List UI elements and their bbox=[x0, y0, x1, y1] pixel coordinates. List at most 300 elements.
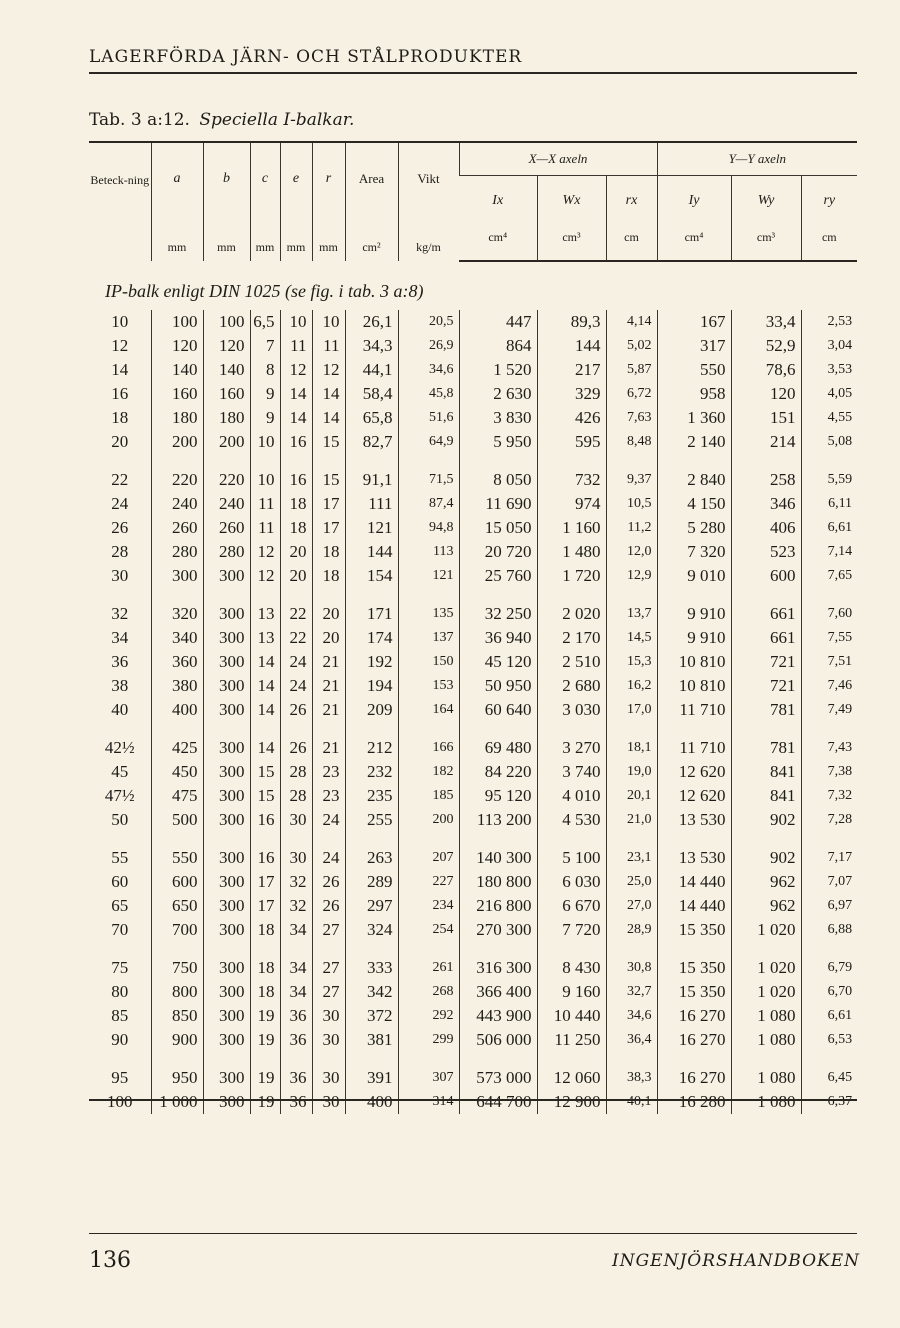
table-cell: 300 bbox=[203, 980, 250, 1004]
table-cell: 9 bbox=[250, 382, 280, 406]
spacer-cell bbox=[151, 454, 203, 468]
table-cell: 261 bbox=[398, 956, 459, 980]
table-cell: 30 bbox=[280, 808, 312, 832]
table-cell: 3 270 bbox=[537, 736, 606, 760]
table-cell: 10 bbox=[250, 430, 280, 454]
table-cell: 153 bbox=[398, 674, 459, 698]
table-cell: 10 bbox=[312, 310, 345, 334]
spacer-cell bbox=[731, 942, 801, 956]
table-cell: 7 bbox=[250, 334, 280, 358]
table-cell: 6,37 bbox=[801, 1090, 857, 1114]
table-cell: 300 bbox=[203, 846, 250, 870]
table-cell: 721 bbox=[731, 674, 801, 698]
table-cell: 17 bbox=[250, 894, 280, 918]
col-e-unit: mm bbox=[286, 240, 306, 254]
spacer-cell bbox=[203, 454, 250, 468]
table-cell: 27 bbox=[312, 980, 345, 1004]
table-cell: 6 030 bbox=[537, 870, 606, 894]
table-cell: 216 800 bbox=[459, 894, 537, 918]
col-r bbox=[312, 143, 345, 261]
table-cell: 426 bbox=[537, 406, 606, 430]
table-cell: 140 bbox=[203, 358, 250, 382]
table-cell: 270 300 bbox=[459, 918, 537, 942]
table-cell: 841 bbox=[731, 760, 801, 784]
table-cell: 406 bbox=[731, 516, 801, 540]
col-rx bbox=[606, 176, 657, 262]
table-cell: 240 bbox=[203, 492, 250, 516]
table-cell: 84 220 bbox=[459, 760, 537, 784]
table-cell: 23 bbox=[312, 784, 345, 808]
table-cell: 12 bbox=[280, 358, 312, 382]
table-cell: 16 bbox=[250, 808, 280, 832]
table-cell: 95 bbox=[111, 1068, 129, 1087]
table-cell: 958 bbox=[657, 382, 731, 406]
table-cell: 91,1 bbox=[345, 468, 398, 492]
table-row bbox=[89, 382, 857, 406]
table-cell: 151 bbox=[731, 406, 801, 430]
table-cell: 180 bbox=[151, 406, 203, 430]
table-cell: 300 bbox=[203, 760, 250, 784]
table-cell: 28 bbox=[111, 542, 129, 561]
table-cell: 36 bbox=[280, 1066, 312, 1090]
table-cell: 10 440 bbox=[537, 1004, 606, 1028]
table-cell: 32 bbox=[280, 870, 312, 894]
table-cell: 14 bbox=[312, 406, 345, 430]
table-row bbox=[89, 698, 857, 722]
table-cell: 16 270 bbox=[657, 1066, 731, 1090]
table-cell: 18,1 bbox=[606, 736, 657, 760]
table-cell: 100 bbox=[203, 310, 250, 334]
table-cell: 2 510 bbox=[537, 650, 606, 674]
spacer-cell bbox=[459, 722, 537, 736]
table-cell: 14 bbox=[280, 406, 312, 430]
spacer-cell bbox=[801, 588, 857, 602]
table-cell: 78,6 bbox=[731, 358, 801, 382]
table-cell: 450 bbox=[151, 760, 203, 784]
table-cell: 15 bbox=[250, 784, 280, 808]
spacer-cell bbox=[398, 1052, 459, 1066]
spacer-cell bbox=[801, 942, 857, 956]
table-cell: 721 bbox=[731, 650, 801, 674]
table-cell: 1 080 bbox=[731, 1066, 801, 1090]
table-cell: 14 440 bbox=[657, 894, 731, 918]
table-cell: 6,45 bbox=[801, 1066, 857, 1090]
table-cell: 5 950 bbox=[459, 430, 537, 454]
table-row bbox=[89, 956, 857, 980]
table-cell: 51,6 bbox=[398, 406, 459, 430]
table-cell: 340 bbox=[151, 626, 203, 650]
table-cell: 24 bbox=[312, 808, 345, 832]
table-cell: 7,17 bbox=[801, 846, 857, 870]
table-cell: 82,7 bbox=[345, 430, 398, 454]
table-cell: 26 bbox=[280, 736, 312, 760]
table-cell: 1 160 bbox=[537, 516, 606, 540]
spacer-cell bbox=[657, 722, 731, 736]
table-cell: 6,53 bbox=[801, 1028, 857, 1052]
table-cell: 300 bbox=[203, 1066, 250, 1090]
table-cell: 16 bbox=[250, 846, 280, 870]
table-cell: 50 bbox=[111, 810, 129, 829]
table-cell: 26 bbox=[280, 698, 312, 722]
page-number: 136 bbox=[89, 1248, 131, 1273]
table-cell: 1 080 bbox=[731, 1090, 801, 1114]
table-cell: 55 bbox=[111, 848, 129, 867]
spacer-cell bbox=[151, 942, 203, 956]
spacer-cell bbox=[280, 722, 312, 736]
table-cell: 300 bbox=[203, 784, 250, 808]
table-cell: 9 910 bbox=[657, 602, 731, 626]
section-title: IP-balk enligt DIN 1025 (se fig. i tab. 3 a:8) bbox=[105, 281, 424, 301]
table-cell: 11 710 bbox=[657, 698, 731, 722]
table-cell: 254 bbox=[398, 918, 459, 942]
table-cell: 6,61 bbox=[801, 516, 857, 540]
table-cell: 89,3 bbox=[537, 310, 606, 334]
table-cell: 7,28 bbox=[801, 808, 857, 832]
spacer-cell bbox=[250, 588, 280, 602]
table-cell: 7,07 bbox=[801, 870, 857, 894]
table-cell: 34 bbox=[280, 956, 312, 980]
table-cell: 18 bbox=[250, 980, 280, 1004]
col-designation-label: Beteck-ning bbox=[90, 173, 150, 187]
table-cell: 26 bbox=[111, 518, 129, 537]
table-cell: 18 bbox=[312, 540, 345, 564]
table-cell: 8 bbox=[250, 358, 280, 382]
col-e bbox=[280, 143, 312, 261]
table-cell: 1 080 bbox=[731, 1028, 801, 1052]
table-cell: 5,08 bbox=[801, 430, 857, 454]
table-cell: 100 bbox=[107, 1092, 133, 1111]
col-ix-unit: cm⁴ bbox=[488, 230, 508, 244]
table-cell: 12 bbox=[312, 358, 345, 382]
table-cell: 18 bbox=[280, 516, 312, 540]
table-cell: 255 bbox=[345, 808, 398, 832]
col-a bbox=[151, 143, 203, 261]
table-cell: 900 bbox=[151, 1028, 203, 1052]
table-cell: 475 bbox=[151, 784, 203, 808]
table-cell: 185 bbox=[398, 784, 459, 808]
table-row bbox=[89, 516, 857, 540]
table-cell: 20 bbox=[280, 564, 312, 588]
table-cell: 5,87 bbox=[606, 358, 657, 382]
col-wx-symbol: Wx bbox=[562, 193, 581, 208]
table-cell: 200 bbox=[398, 808, 459, 832]
footer-rule bbox=[89, 1233, 857, 1234]
spacer-cell bbox=[203, 832, 250, 846]
table-cell: 140 300 bbox=[459, 846, 537, 870]
table-cell: 214 bbox=[731, 430, 801, 454]
table-cell: 94,8 bbox=[398, 516, 459, 540]
spacer-cell bbox=[801, 1052, 857, 1066]
table-cell: 300 bbox=[203, 736, 250, 760]
table-cell: 16 bbox=[280, 430, 312, 454]
spacer-cell bbox=[606, 942, 657, 956]
col-wx-unit: cm³ bbox=[562, 230, 581, 244]
table-cell: 372 bbox=[345, 1004, 398, 1028]
spacer-cell bbox=[398, 722, 459, 736]
table-cell: 21,0 bbox=[606, 808, 657, 832]
table-row bbox=[89, 1004, 857, 1028]
table-cell: 20,5 bbox=[398, 310, 459, 334]
table-cell: 30 bbox=[111, 566, 129, 585]
table-cell: 3,04 bbox=[801, 334, 857, 358]
table-cell: 34,3 bbox=[345, 334, 398, 358]
table-cell: 192 bbox=[345, 650, 398, 674]
col-iy-symbol: Iy bbox=[688, 193, 700, 208]
table-cell: 15 050 bbox=[459, 516, 537, 540]
table-cell: 22 bbox=[280, 602, 312, 626]
spacer-cell bbox=[312, 588, 345, 602]
table-cell: 500 bbox=[151, 808, 203, 832]
table-cell: 38 bbox=[111, 676, 129, 695]
running-head: LAGERFÖRDA JÄRN- OCH STÅLPRODUKTER bbox=[89, 47, 523, 67]
table-cell: 6,79 bbox=[801, 956, 857, 980]
table-cell: 11 710 bbox=[657, 736, 731, 760]
table-cell: 33,4 bbox=[731, 310, 801, 334]
table-cell: 3 030 bbox=[537, 698, 606, 722]
table-cell: 297 bbox=[345, 894, 398, 918]
table-cell: 7,60 bbox=[801, 602, 857, 626]
table-cell: 113 200 bbox=[459, 808, 537, 832]
table-row bbox=[89, 760, 857, 784]
table-cell: 8 050 bbox=[459, 468, 537, 492]
spacer-cell bbox=[657, 1052, 731, 1066]
col-c bbox=[250, 143, 280, 261]
table-cell: 217 bbox=[537, 358, 606, 382]
table-cell: 19 bbox=[250, 1090, 280, 1114]
table-cell: 800 bbox=[151, 980, 203, 1004]
spacer-cell bbox=[89, 832, 151, 846]
spacer-cell bbox=[250, 942, 280, 956]
col-ry-symbol: ry bbox=[823, 193, 836, 208]
spacer-cell bbox=[151, 588, 203, 602]
table-cell: 164 bbox=[398, 698, 459, 722]
table-bottom-rule bbox=[89, 1099, 857, 1101]
table-cell: 2 630 bbox=[459, 382, 537, 406]
table-cell: 19 bbox=[250, 1004, 280, 1028]
table-cell: 7,32 bbox=[801, 784, 857, 808]
table-cell: 447 bbox=[459, 310, 537, 334]
spacer-cell bbox=[459, 454, 537, 468]
table-cell: 644 700 bbox=[459, 1090, 537, 1114]
table-row bbox=[89, 492, 857, 516]
table-cell: 24 bbox=[312, 846, 345, 870]
col-ix-symbol: Ix bbox=[492, 193, 504, 208]
table-cell: 20 720 bbox=[459, 540, 537, 564]
table-cell: 12 060 bbox=[537, 1066, 606, 1090]
col-iy-unit: cm⁴ bbox=[684, 230, 704, 244]
table-row bbox=[89, 870, 857, 894]
table-cell: 34 bbox=[280, 918, 312, 942]
table-cell: 16 280 bbox=[657, 1090, 731, 1114]
table-cell: 18 bbox=[250, 918, 280, 942]
spacer-cell bbox=[801, 454, 857, 468]
table-cell: 12 620 bbox=[657, 784, 731, 808]
table-cell: 5 100 bbox=[537, 846, 606, 870]
table-cell: 300 bbox=[203, 602, 250, 626]
table-cell: 17 bbox=[250, 870, 280, 894]
table-cell: 400 bbox=[151, 698, 203, 722]
table-cell: 3 830 bbox=[459, 406, 537, 430]
table-row bbox=[89, 674, 857, 698]
table-cell: 8,48 bbox=[606, 430, 657, 454]
table-cell: 650 bbox=[151, 894, 203, 918]
table-cell: 300 bbox=[203, 1028, 250, 1052]
spacer-cell bbox=[731, 588, 801, 602]
spacer-cell bbox=[280, 942, 312, 956]
table-cell: 75 bbox=[111, 958, 129, 977]
table-row bbox=[89, 846, 857, 870]
table-cell: 1 360 bbox=[657, 406, 731, 430]
table-cell: 36 bbox=[280, 1028, 312, 1052]
table-cell: 333 bbox=[345, 956, 398, 980]
table-cell: 600 bbox=[731, 564, 801, 588]
group-spacer bbox=[89, 722, 857, 736]
table-cell: 7,14 bbox=[801, 540, 857, 564]
table-cell: 140 bbox=[151, 358, 203, 382]
table-cell: 573 000 bbox=[459, 1066, 537, 1090]
table-cell: 45 120 bbox=[459, 650, 537, 674]
table-title: Speciella I-balkar. bbox=[199, 110, 355, 130]
table-cell: 32 bbox=[111, 604, 129, 623]
table-cell: 25 760 bbox=[459, 564, 537, 588]
table-cell: 10 bbox=[280, 310, 312, 334]
table-cell: 34 bbox=[280, 980, 312, 1004]
table-cell: 19 bbox=[250, 1066, 280, 1090]
table-cell: 16,2 bbox=[606, 674, 657, 698]
table-cell: 154 bbox=[345, 564, 398, 588]
col-b-unit: mm bbox=[217, 240, 236, 254]
spacer-cell bbox=[801, 832, 857, 846]
table-cell: 20 bbox=[312, 626, 345, 650]
table-cell: 14 bbox=[250, 650, 280, 674]
spacer-cell bbox=[731, 454, 801, 468]
col-weight-unit: kg/m bbox=[416, 240, 441, 254]
table-cell: 1 480 bbox=[537, 540, 606, 564]
spacer-cell bbox=[280, 1052, 312, 1066]
table-row bbox=[89, 1028, 857, 1052]
spacer-cell bbox=[345, 1052, 398, 1066]
table-cell: 14 bbox=[250, 736, 280, 760]
table-cell: 121 bbox=[345, 516, 398, 540]
table-row bbox=[89, 980, 857, 1004]
table-cell: 329 bbox=[537, 382, 606, 406]
table-cell: 6,72 bbox=[606, 382, 657, 406]
table-cell: 60 640 bbox=[459, 698, 537, 722]
col-wy-symbol: Wy bbox=[757, 193, 775, 208]
table-cell: 14 440 bbox=[657, 870, 731, 894]
table-cell: 26 bbox=[312, 894, 345, 918]
table-cell: 27,0 bbox=[606, 894, 657, 918]
table-cell: 13 530 bbox=[657, 846, 731, 870]
table-cell: 23 bbox=[312, 760, 345, 784]
table-cell: 69 480 bbox=[459, 736, 537, 760]
table-cell: 300 bbox=[203, 626, 250, 650]
col-iy bbox=[657, 176, 731, 262]
table-cell: 70 bbox=[111, 920, 129, 939]
table-cell: 15 bbox=[250, 760, 280, 784]
table-cell: 292 bbox=[398, 1004, 459, 1028]
table-cell: 732 bbox=[537, 468, 606, 492]
table-cell: 30 bbox=[312, 1066, 345, 1090]
table-cell: 550 bbox=[151, 846, 203, 870]
table-cell: 19 bbox=[250, 1028, 280, 1052]
table-cell: 962 bbox=[731, 894, 801, 918]
table-cell: 6,70 bbox=[801, 980, 857, 1004]
col-ry bbox=[801, 176, 857, 262]
spacer-cell bbox=[250, 1052, 280, 1066]
table-number: Tab. 3 a:12. bbox=[89, 110, 190, 130]
spacer-cell bbox=[459, 1052, 537, 1066]
table-cell: 34,6 bbox=[606, 1004, 657, 1028]
table-cell: 38,3 bbox=[606, 1066, 657, 1090]
table-cell: 58,4 bbox=[345, 382, 398, 406]
table-cell: 182 bbox=[398, 760, 459, 784]
table-cell: 21 bbox=[312, 650, 345, 674]
table-cell: 9 bbox=[250, 406, 280, 430]
table-cell: 360 bbox=[151, 650, 203, 674]
table-cell: 5,02 bbox=[606, 334, 657, 358]
table-cell: 80 bbox=[111, 982, 129, 1001]
table-cell: 166 bbox=[398, 736, 459, 760]
table-cell: 24 bbox=[111, 494, 129, 513]
table-cell: 90 bbox=[111, 1030, 129, 1049]
table-cell: 18 bbox=[250, 956, 280, 980]
table-cell: 280 bbox=[151, 540, 203, 564]
table-cell: 12 900 bbox=[537, 1090, 606, 1114]
table-cell: 120 bbox=[731, 382, 801, 406]
table-cell: 1 020 bbox=[731, 980, 801, 1004]
table-cell: 113 bbox=[398, 540, 459, 564]
spacer-cell bbox=[537, 588, 606, 602]
table-cell: 391 bbox=[345, 1066, 398, 1090]
table-cell: 32,7 bbox=[606, 980, 657, 1004]
spacer-cell bbox=[280, 832, 312, 846]
spacer-cell bbox=[657, 832, 731, 846]
spacer-cell bbox=[801, 722, 857, 736]
table-cell: 18 bbox=[111, 408, 129, 427]
table-cell: 40,1 bbox=[606, 1090, 657, 1114]
table-cell: 30 bbox=[312, 1028, 345, 1052]
table-cell: 289 bbox=[345, 870, 398, 894]
table-cell: 71,5 bbox=[398, 468, 459, 492]
group-spacer bbox=[89, 454, 857, 468]
table-cell: 227 bbox=[398, 870, 459, 894]
table-cell: 240 bbox=[151, 492, 203, 516]
table-cell: 902 bbox=[731, 808, 801, 832]
table-cell: 316 300 bbox=[459, 956, 537, 980]
table-cell: 1 000 bbox=[151, 1090, 203, 1114]
table-cell: 16 270 bbox=[657, 1028, 731, 1052]
table-cell: 13 bbox=[250, 602, 280, 626]
table-cell: 4 530 bbox=[537, 808, 606, 832]
spacer-cell bbox=[250, 454, 280, 468]
table-cell: 258 bbox=[731, 468, 801, 492]
spacer-cell bbox=[345, 942, 398, 956]
table-cell: 9 910 bbox=[657, 626, 731, 650]
spacer-cell bbox=[312, 832, 345, 846]
table-cell: 235 bbox=[345, 784, 398, 808]
table-cell: 27 bbox=[312, 918, 345, 942]
table-cell: 16 270 bbox=[657, 1004, 731, 1028]
col-r-symbol: r bbox=[325, 171, 332, 186]
table-cell: 13 530 bbox=[657, 808, 731, 832]
table-cell: 400 bbox=[345, 1090, 398, 1114]
table-cell: 36 bbox=[111, 652, 129, 671]
table-cell: 34 bbox=[111, 628, 129, 647]
spacer-cell bbox=[606, 1052, 657, 1066]
table-cell: 12 620 bbox=[657, 760, 731, 784]
table-cell: 300 bbox=[203, 698, 250, 722]
